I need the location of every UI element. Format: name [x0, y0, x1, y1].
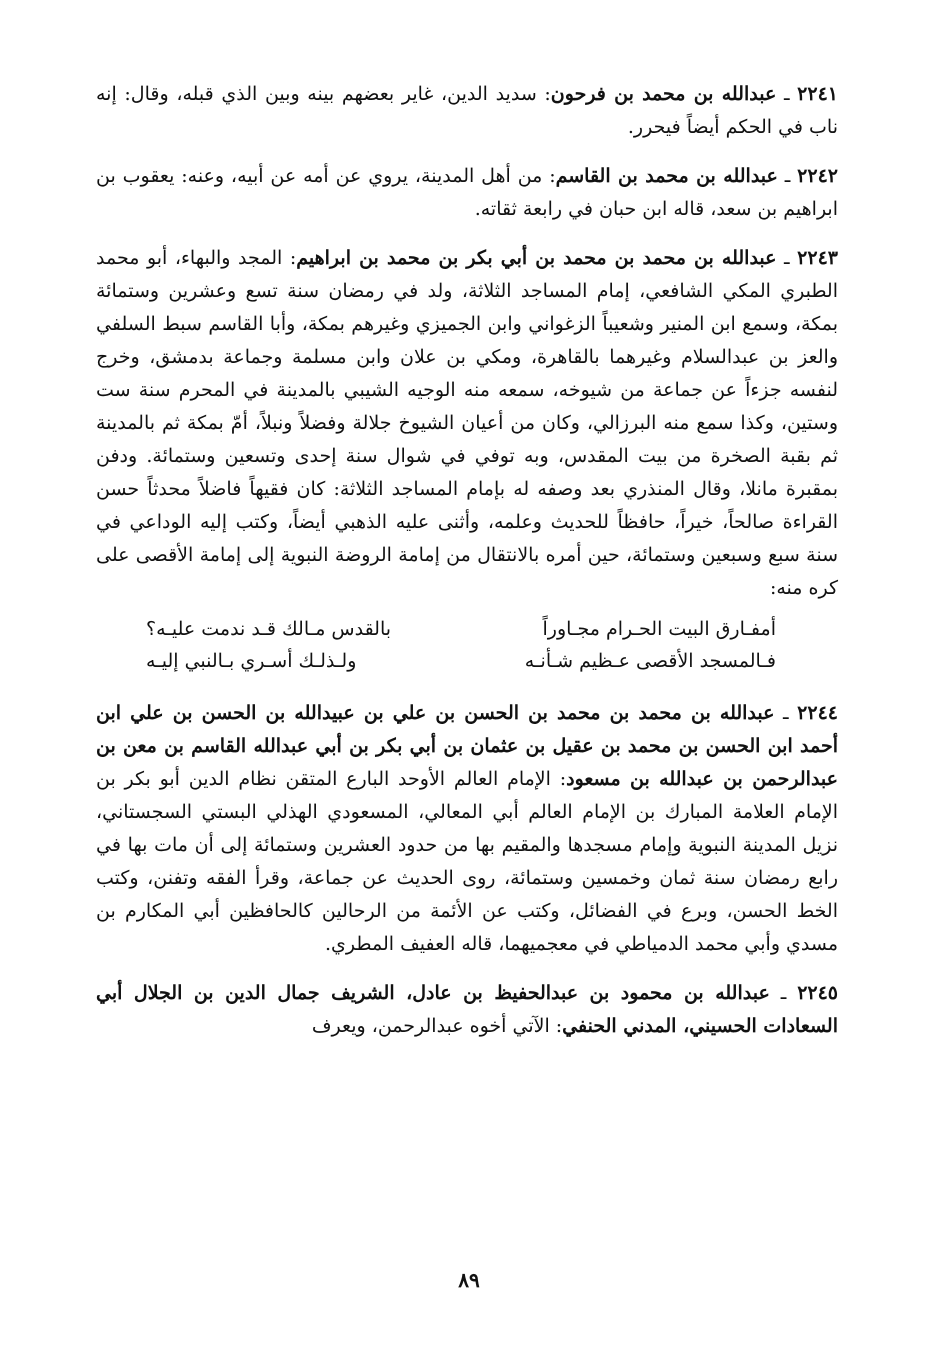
- poem-hemistich-first: أمفـارق البيت الحـرام مجـاوراً: [542, 618, 776, 640]
- poem-verse: [96, 613, 838, 645]
- page-text: [96, 78, 838, 1059]
- entry-2242: [96, 160, 838, 226]
- poem: [96, 613, 838, 677]
- entry-body: : الإمام العالم الأوحد البارع المتقن نظام الدين أبو بكر بن الإمام العلامة المبارك بن الإمام العالم أبي المعالي، المسعودي الهذلي البستي السجستاني، نزيل المدينة النبوية وإمام مسجدها والمقيم بها من حدود العشرين وستمائة إلى أن مات بها في رابع رمضان سنة ثمان وخمسين وستمائة، روى الحديث عن جماعة، وقرأ الفقه وتفنن، وكتب الخط الحسن، وبرع في الفضائل، وكتب عن الأئمة من الرحالين كالحافظين أبي المكارم بن مسدي وأبي محمد الدمياطي في معجميهما، قاله العفيف المطري.: [96, 768, 838, 955]
- entry-2245: [96, 977, 838, 1043]
- entry-body: : سديد الدين، غاير بعضهم بينه وبين الذي قبله، وقال: إنه ناب في الحكم أيضاً فيحرر.: [96, 83, 838, 138]
- entry-dash: ـ: [774, 702, 798, 724]
- poem-hemistich-first: فـالمسجد الأقصى عـظيم شـأنـه: [524, 650, 776, 672]
- entry-heading: عبدالله بن محمد بن القاسم: [555, 165, 778, 187]
- entry-dash: ـ: [776, 83, 798, 105]
- entry-body: : المجد والبهاء، أبو محمد الطبري المكي الشافعي، إمام المساجد الثلاثة، ولد في رمضان سنة تسع وعشرين وستمائة بمكة، وسمع ابن المنير وشعيباً الزغواني وابن الجميزي وغيرهم بمكة، وأبا القاسم سبط السلفي والعز بن عبدالسلام وغيرهما بالقاهرة، ومكي بن علان وابن مسلمة وجماعة بدمشق، وخرج لنفسه جزءاً عن جماعة من شيوخه، سمعه منه الوجيه الشيبي بالمدينة في المحرم سنة ست وستين، وكذا سمع منه البرزالي، وكان من أعيان الشيوخ جلالة وفضلاً ونبلاً، أمّ بمكة ثم بالمدينة ثم بقبة الصخرة من بيت المقدس، وبه توفي في شوال سنة إحدى وتسعين وستمائة. ودفن بمقبرة مانلا، وقال المنذري بعد وصفه له بإمام المساجد الثلاثة: كان فقيهاً فاضلاً محدثاً حسن القراءة صالحاً، خيراً، حافظاً للحديث وعلمه، وأثنى عليه الذهبي أيضاً، وكتب إليه الوداعي في سنة سبع وسبعين وستمائة، حين أمره بالانتقال من إمامة الروضة النبوية إلى إمامة الأقصى على كره منه:: [96, 247, 838, 599]
- entry-heading: عبدالله بن محمود بن عبدالحفيظ بن عادل، الشريف جمال الدين بن الجلال أبي السعادات الحسيني، المدني الحنفي: [96, 982, 838, 1037]
- entry-number: ٢٢٤٥: [797, 982, 839, 1004]
- poem-hemistich-second: ولـذلـك أسـري بـالنبي إليـه: [146, 650, 357, 672]
- entry-body: : الآتي أخوه عبدالرحمن، ويعرف: [311, 1015, 563, 1037]
- entry-number: ٢٢٤٣: [797, 247, 838, 269]
- entry-number: ٢٢٤٤: [797, 702, 838, 724]
- entry-dash: ـ: [776, 247, 798, 269]
- entry-heading: عبدالله بن محمد بن فرحون: [550, 83, 777, 105]
- entry-2244: [96, 697, 838, 961]
- entry-heading: عبدالله بن محمد بن محمد بن أبي بكر بن محمد بن ابراهيم: [296, 247, 777, 269]
- poem-hemistich-second: بالقدس مـالك قـد ندمت عليـه؟: [146, 618, 392, 640]
- entry-heading: عبدالله بن محمد بن محمد بن الحسن بن علي بن عبيدالله بن الحسن بن علي ابن أحمد ابن الحسن بن محمد بن عقيل بن عثمان بن أبي بكر بن أبي عبدالله القاسم بن معن بن عبدالرحمن بن عبدالله بن مسعود: [96, 702, 838, 790]
- entry-number: ٢٢٤٢: [797, 165, 838, 187]
- entry-dash: ـ: [777, 165, 798, 187]
- entry-number: ٢٢٤١: [797, 83, 838, 105]
- entry-body: : من أهل المدينة، يروي عن أمه عن أبيه، وعنه: يعقوب بن ابراهيم بن سعد، قاله ابن حبان في رابعة ثقاته.: [96, 165, 838, 220]
- entry-dash: ـ: [769, 982, 798, 1004]
- entry-2241: [96, 78, 838, 144]
- entry-2243: [96, 242, 838, 605]
- page-number: ٨٩: [458, 1268, 480, 1292]
- poem-verse: [96, 645, 838, 677]
